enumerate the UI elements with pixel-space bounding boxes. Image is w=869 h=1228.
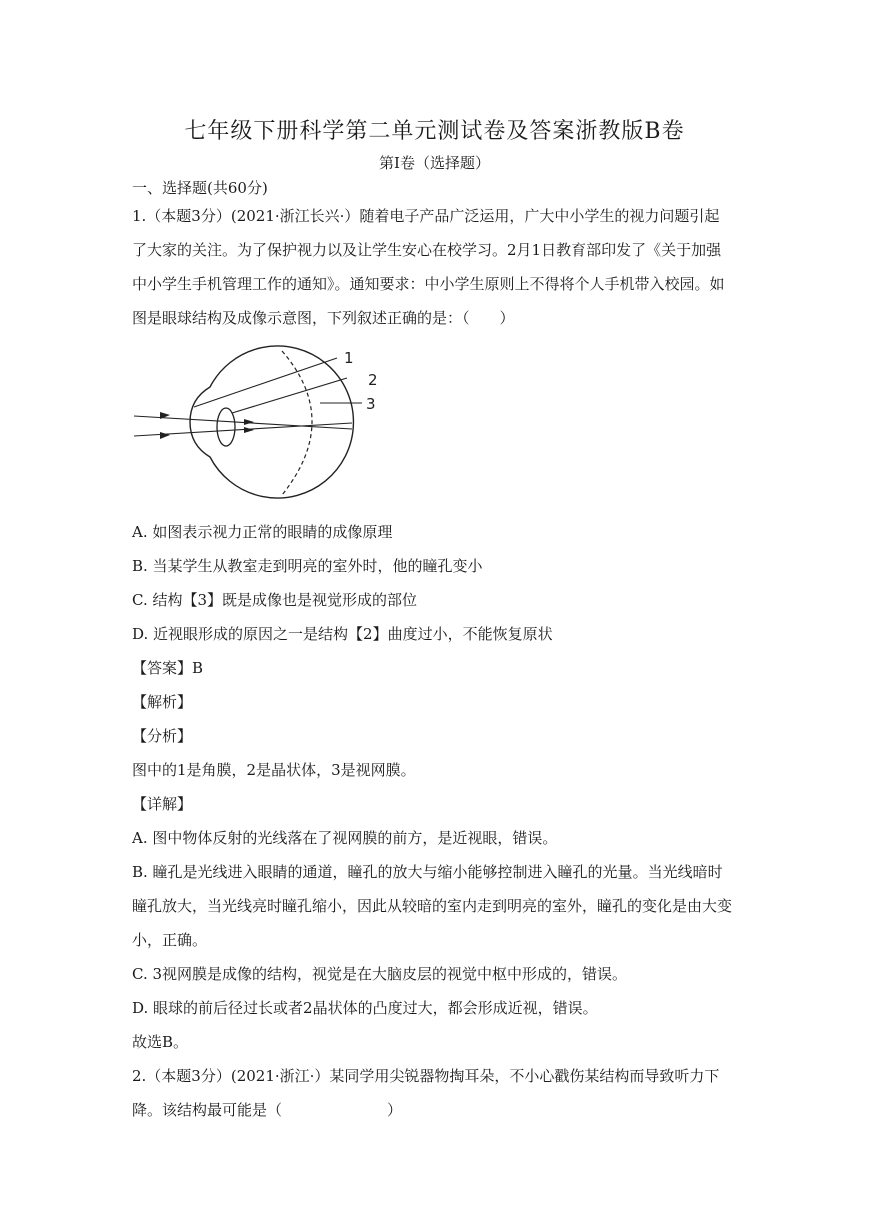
document-title: 七年级下册科学第二单元测试卷及答案浙教版B卷	[184, 119, 685, 144]
arrowhead	[244, 419, 254, 425]
q1-fenxi-text: 图中的1是角膜，2是晶状体，3是视网膜。	[132, 761, 416, 779]
lens-shape	[217, 408, 235, 446]
q1-analysis-heading: 【解析】	[132, 693, 193, 711]
document-subtitle: 第Ⅰ卷（选择题）	[379, 154, 490, 172]
q1-detail-line: 瞳孔放大，当光线亮时瞳孔缩小，因此从较暗的室内走到明亮的室外，瞳孔的变化是由大变	[132, 897, 733, 915]
q1-option-d: D. 近视眼形成的原因之一是结构【2】曲度过小，不能恢复原状	[132, 625, 553, 643]
q1-answer: 【答案】B	[132, 659, 204, 677]
q1-detail-line: A. 图中物体反射的光线落在了视网膜的前方，是近视眼，错误。	[132, 829, 558, 847]
q1-detail-heading: 【详解】	[132, 795, 193, 813]
q1-detail-line: 小，正确。	[132, 931, 208, 949]
label-1: 1	[344, 349, 354, 367]
light-ray-upper	[134, 416, 352, 429]
q1-stem-line: 中小学生手机管理工作的通知》。通知要求：中小学生原则上不得将个人手机带入校园。如	[132, 275, 725, 293]
label-3: 3	[366, 395, 376, 413]
q1-detail-line: B. 瞳孔是光线进入眼睛的通道，瞳孔的放大与缩小能够控制进入瞳孔的光量。当光线暗时	[132, 863, 723, 881]
label-2: 2	[368, 371, 378, 389]
q1-option-b: B. 当某学生从教室走到明亮的室外时，他的瞳孔变小	[132, 557, 483, 575]
arrowhead	[244, 427, 254, 433]
q1-fenxi-heading: 【分析】	[132, 727, 193, 745]
q2-stem-line: 降。该结构最可能是（ ）	[132, 1101, 403, 1119]
q1-stem-line: 图是眼球结构及成像示意图，下列叙述正确的是：（ ）	[132, 309, 515, 327]
eyeball-diagram-svg	[132, 345, 392, 505]
q1-stem-line: 1.（本题3分）(2021·浙江长兴·）随着电子产品广泛运用，广大中小学生的视力问题引起	[132, 207, 720, 225]
leader-line-2	[232, 378, 347, 413]
q1-option-a: A. 如图表示视力正常的眼睛的成像原理	[132, 523, 393, 541]
q1-conclusion: 故选B。	[132, 1033, 189, 1051]
q1-detail-line: C. 3视网膜是成像的结构，视觉是在大脑皮层的视觉中枢中形成的，错误。	[132, 965, 628, 983]
q2-stem-line: 2.（本题3分）(2021·浙江·）某同学用尖锐器物掏耳朵，不小心戳伤某结构而导致听力下	[132, 1067, 720, 1085]
arrowhead	[160, 432, 170, 439]
q1-stem-line: 了大家的关注。为了保护视力以及让学生安心在校学习。2月1日教育部印发了《关于加强	[132, 241, 722, 259]
q1-detail-line: D. 眼球的前后径过长或者2晶状体的凸度过大，都会形成近视，错误。	[132, 999, 598, 1017]
eyeball-outline	[190, 346, 353, 498]
eyeball-diagram	[132, 345, 392, 505]
section-heading: 一、选择题(共60分)	[132, 179, 268, 197]
leader-line-1	[194, 358, 337, 407]
q1-option-c: C. 结构【3】既是成像也是视觉形成的部位	[132, 591, 418, 609]
retina-dashed-arc	[282, 351, 312, 495]
